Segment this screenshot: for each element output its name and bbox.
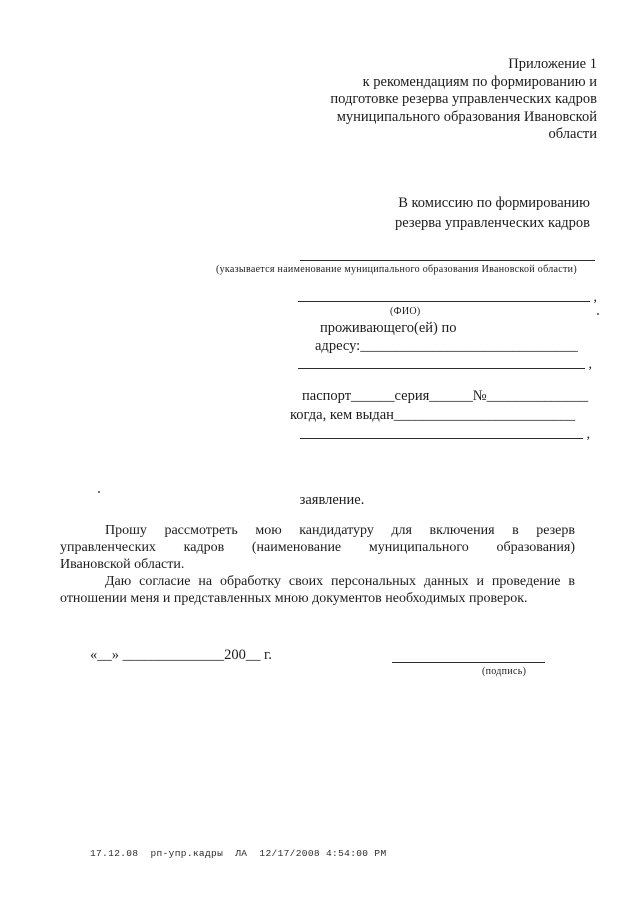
trailing-comma: , xyxy=(588,357,592,372)
paragraph-line: управленческих кадров (наименование муниципального образования) xyxy=(60,540,575,555)
appendix-line: муниципального образования Ивановской xyxy=(336,108,597,125)
document-footer-stamp: 17.12.08 рп-упр.кадры ЛА 12/17/2008 4:54:00 PM xyxy=(90,848,387,859)
passport-issued-blank-field: когда, кем выдан_________________________ xyxy=(290,407,576,423)
address-blank-field: адресу:______________________________ xyxy=(315,338,578,354)
municipality-caption: (указывается наименование муниципального образования Ивановской области) xyxy=(216,264,577,275)
date-blank-field: «__» ______________200__ г. xyxy=(90,647,272,663)
addressee-block xyxy=(290,194,590,233)
address-continuation-line xyxy=(298,357,592,372)
fullname-blank-line xyxy=(298,290,597,305)
scan-artifact-dot xyxy=(98,491,100,493)
appendix-line: к рекомендациям по формированию и xyxy=(362,73,597,90)
statement-body xyxy=(60,522,575,607)
appendix-line: области xyxy=(548,126,597,142)
scan-artifact-dot xyxy=(597,313,599,315)
residing-label: проживающего(ей) по xyxy=(320,320,457,336)
passport-blank-fields: паспорт______серия______№______________ xyxy=(302,388,589,404)
paragraph-line: Ивановской области. xyxy=(60,557,185,572)
statement-title: заявление. xyxy=(299,492,365,508)
paragraph-line: Даю согласие на обработку своих персональных данных и проведение в xyxy=(105,574,575,589)
appendix-line: Приложение 1 xyxy=(508,56,597,72)
signature-caption: (подпись) xyxy=(482,666,527,677)
appendix-reference-block xyxy=(297,56,597,144)
addressee-line: В комиссию по формированию xyxy=(398,195,590,211)
appendix-line: подготовке резерва управленческих кадров xyxy=(330,91,597,107)
addressee-line: резерва управленческих кадров xyxy=(395,214,590,231)
paragraph-line: Прошу рассмотреть мою кандидатуру для включения в резерв xyxy=(105,523,575,538)
municipality-blank-line xyxy=(300,260,595,261)
trailing-comma: , xyxy=(586,427,590,442)
signature-blank-line xyxy=(392,662,545,663)
trailing-comma: , xyxy=(593,290,597,305)
fullname-caption: (ФИО) xyxy=(390,306,421,317)
passport-issued-continuation-line xyxy=(300,427,590,442)
paragraph-line: отношении меня и представленных мною документов необходимых проверок. xyxy=(60,591,528,606)
